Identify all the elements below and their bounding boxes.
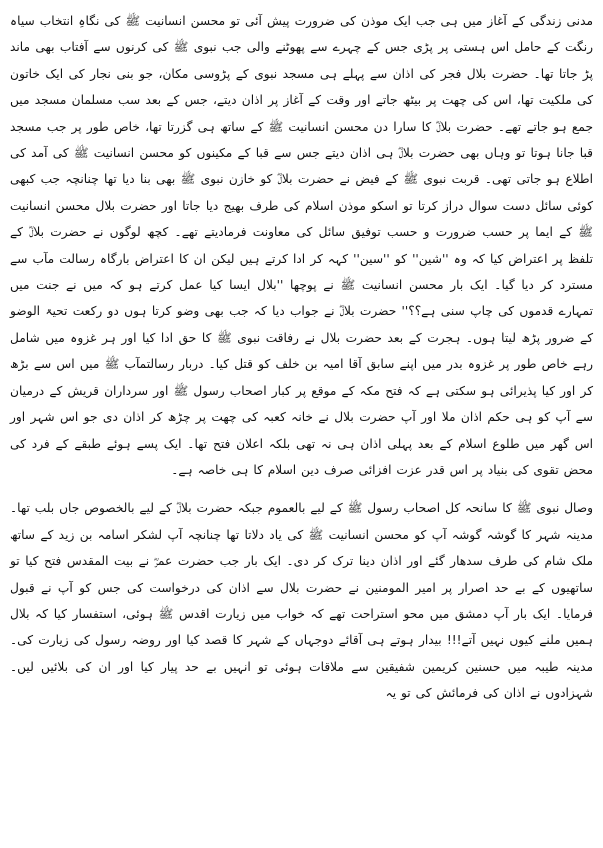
urdu-text-page: [10, 8, 593, 840]
paragraph-wisal-nabawi: وصال نبوی ﷺ کا سانحہ کل اصحاب رسول ﷺ کے لیے بالعموم جبکہ حضرت بلالؓ کے لیے بالخصوص جاں بلب تھا۔ مدینہ شہر کا گوشہ گوشہ آپ کو محسن انسانیت ﷺ کی یاد دلاتا تھا چنانچہ آپ لشکر اسامہ بن زید کے ساتھ ملک شام کی طرف سدھار گئے اور اذان دینا ترک کر دی۔ ایک بار جب حضرت عمرؓ نے بیت المقدس فتح کیا تو ساتھیوں کے بے حد اصرار پر امیر المومنین نے حضرت بلال سے اذان کی درخواست کی جس کو آپ نے قبول فرمایا۔ ایک بار آپ دمشق میں محو استراحت تھے کہ خواب میں زیارت اقدس ﷺ ہوئی، استفسار کیا کہ بلال ہمیں ملنے کیوں نہیں آتے!!! بیدار ہوتے ہی آقائے دوجہاں کے شہر کا قصد کیا اور روضہ رسول کی زیارت کی۔ مدینہ طیبہ میں حسنین کریمین شفیقین سے ملاقات ہوئی تو انہیں بے حد پیار کیا اور ان کی بلائیں لیں۔ شہزادوں نے اذان کی فرمائش کی تو یہ: [10, 501, 593, 701]
paragraph-madani-life: مدنی زندگی کے آغاز میں ہی جب ایک موذن کی ضرورت پیش آئی تو محسن انسانیت ﷺ کی نگاہِ انتخاب سیاہ رنگت کے حامل اس ہستی پر پڑی جس کے چہرے سے پھوٹنے والی جب نبوی ﷺ کی کرنوں سے آفتاب بھی ماند پڑ جاتا تھا۔ حضرت بلال فجر کی اذان سے پہلے ہی مسجد نبوی کے پڑوسی مکان، جو بنی نجار کی ایک خاتون کی ملکیت تھا، اس کی چھت پر بیٹھ جاتے اور وقت کے آغاز پر اذان دیتے، جس کے بعد سب مسلمان مسجد میں جمع ہو جاتے تھے۔ حضرت بلالؓ کا سارا دن محسن انسانیت ﷺ کے ساتھ ہی گزرتا تھا، خاص طور پر جب مسجد قبا جانا ہوتا تو وہاں بھی حضرت بلالؓ ہی اذان دیتے جس سے قبا کے مکینوں کو محسن انسانیت ﷺ کی آمد کی اطلاع ہو جاتی تھی۔ قربت نبوی ﷺ کے فیض نے حضرت بلالؓ کو خازن نبوی ﷺ بھی بنا دیا تھا چنانچہ جب کبھی کوئی سائل دست سوال دراز کرتا تو اسکو موذن اسلام کی طرف بھیج دیا جاتا اور حضرت بلال محسن انسانیت ﷺ کے ایما پر حسب ضرورت و حسب توفیق سائل کی معاونت فرمادیتے تھے۔ کچھ لوگوں نے حضرت بلالؓ کے تلفظ پر اعتراض کیا کہ وہ ''شین'' کو ''سین'' کہہ کر ادا کرتے ہیں لیکن ان کا اعتراض بارگاہ رسالت مآب سے مسترد کر دیا گیا۔ ایک بار محسن انسانیت ﷺ نے پوچھا ''بلال ایسا کیا عمل کرتے ہو کہ میں نے جنت میں تمہارے قدموں کی چاپ سنی ہے؟؟'' حضرت بلالؓ نے جواب دیا کہ جب بھی وضو کرتا ہوں دو رکعت تحیۃ الوضو کے ضرور پڑھ لیتا ہوں۔ ہجرت کے بعد حضرت بلال نے رفاقت نبوی ﷺ کا حق ادا کیا اور ہر غزوہ میں شامل رہے خاص طور پر غزوہ بدر میں اپنے سابق آقا امیہ بن خلف کو قتل کیا۔ دربار رسالتمآب ﷺ میں اس سے بڑھ کر اور کیا پذیرائی ہو سکتی ہے کہ فتح مکہ کے موقع پر کبار اصحاب رسول ﷺ اور سرداران قریش کے درمیان سے آپ کو ہی حکم اذان ملا اور آپ حضرت بلال نے خانہ کعبہ کی چھت پر چڑھ کر اذان دی جو اس شہر اور اس گھر میں طلوع اسلام کے بعد پہلی اذان ہی نہ تھی بلکہ اعلان فتح تھا۔ ایک پسے ہوئے طبقے کے فرد کی محض تقوی کی بنیاد پر اس قدر عزت افزائی صرف دین اسلام کا ہی خاصہ ہے۔: [10, 14, 593, 477]
